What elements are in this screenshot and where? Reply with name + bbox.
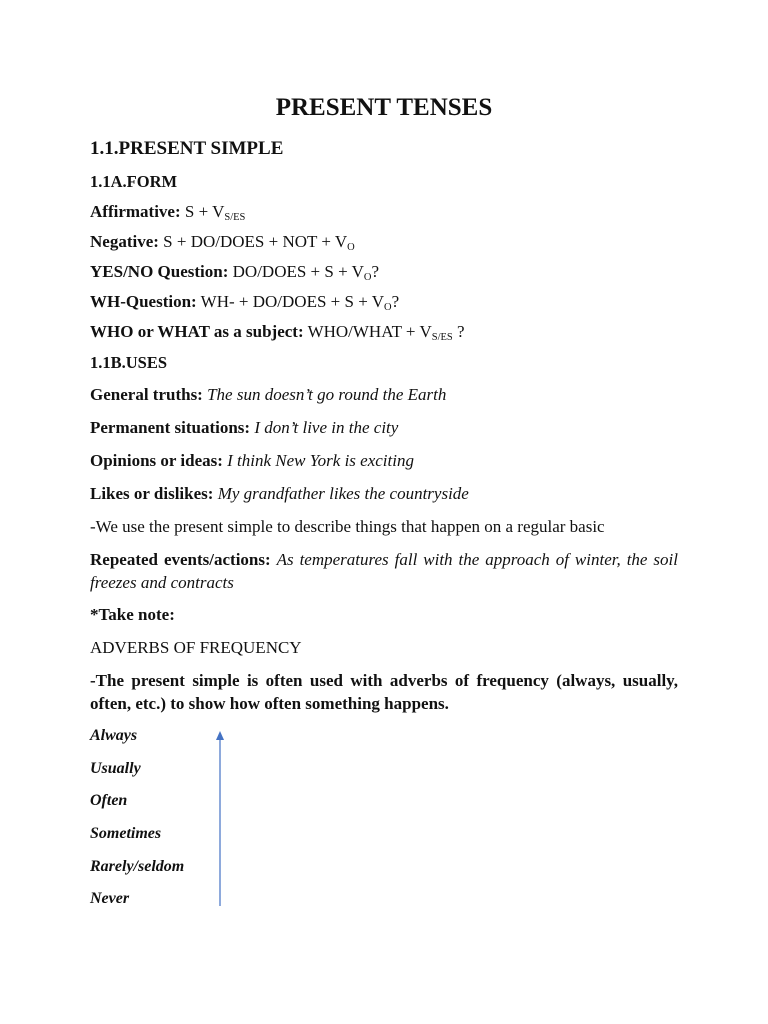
use-opinions-ideas — [90, 450, 414, 472]
adverbs-heading: ADVERBS OF FREQUENCY — [90, 638, 302, 657]
form-label: WH-Question: — [90, 292, 197, 311]
form-affirmative — [90, 201, 245, 223]
form-formula: DO/DOES + S + V — [228, 262, 364, 281]
use-label: Opinions or ideas: — [90, 451, 223, 470]
regular-basis-note: -We use the present simple to describe things that happen on a regular basic — [90, 517, 605, 536]
adverbs-note: -The present simple is often used with adverbs of frequency (always, usually, often, etc.) to show how often something happens. — [90, 671, 678, 713]
form-yes-no-question — [90, 261, 379, 283]
take-note: *Take note: — [90, 605, 175, 624]
form-formula: WHO/WHAT + V — [303, 322, 432, 341]
uses-heading: 1.1B.USES — [90, 353, 168, 372]
use-example: My grandfather likes the countryside — [217, 484, 469, 503]
use-label: General truths: — [90, 385, 203, 404]
form-formula: S + DO/DOES + NOT + V — [158, 232, 348, 251]
use-label: Permanent situations: — [90, 418, 251, 437]
form-label: YES/NO Question: — [90, 262, 229, 281]
adverb-item: Never — [90, 890, 130, 907]
form-subscript: O — [347, 242, 355, 253]
form-negative — [90, 231, 355, 253]
form-suffix: ? — [452, 322, 465, 341]
form-formula: S + V — [180, 202, 225, 221]
use-example: The sun doesn’t go round the Earth — [207, 385, 447, 404]
form-subscript: O — [363, 272, 372, 283]
adverb-item: Sometimes — [90, 825, 162, 842]
form-who-what-subject — [90, 321, 465, 343]
use-likes-dislikes — [90, 483, 469, 505]
use-example: I don’t live in the city — [254, 418, 399, 437]
use-general-truths — [90, 384, 446, 406]
form-subscript: S/ES — [431, 332, 453, 343]
form-heading: 1.1A.FORM — [90, 172, 178, 191]
page-title: PRESENT TENSES — [275, 94, 493, 121]
form-subscript: S/ES — [224, 212, 246, 223]
form-formula: WH- + DO/DOES + S + V — [196, 292, 385, 311]
form-wh-question — [90, 291, 399, 313]
form-label: Negative: — [90, 232, 159, 251]
form-label: Affirmative: — [90, 202, 181, 221]
form-suffix: ? — [391, 292, 400, 311]
adverb-item: Always — [90, 727, 138, 744]
form-label: WHO or WHAT as a subject: — [90, 322, 304, 341]
use-label: Likes or dislikes: — [90, 484, 214, 503]
adverb-item: Rarely/seldom — [90, 858, 185, 875]
form-subscript: O — [384, 302, 392, 313]
use-example: As temperatures fall with the approach of winter, the soil freezes and contracts — [90, 550, 678, 592]
section-heading: 1.1.PRESENT SIMPLE — [90, 138, 284, 159]
use-label: Repeated events/actions: — [90, 550, 271, 569]
use-repeated-events — [90, 548, 678, 594]
use-permanent-situations — [90, 417, 398, 439]
frequency-arrow-icon — [212, 730, 228, 910]
use-example: I think New York is exciting — [227, 451, 414, 470]
form-suffix: ? — [371, 262, 380, 281]
adverb-item: Often — [90, 792, 128, 809]
adverb-item: Usually — [90, 760, 141, 777]
